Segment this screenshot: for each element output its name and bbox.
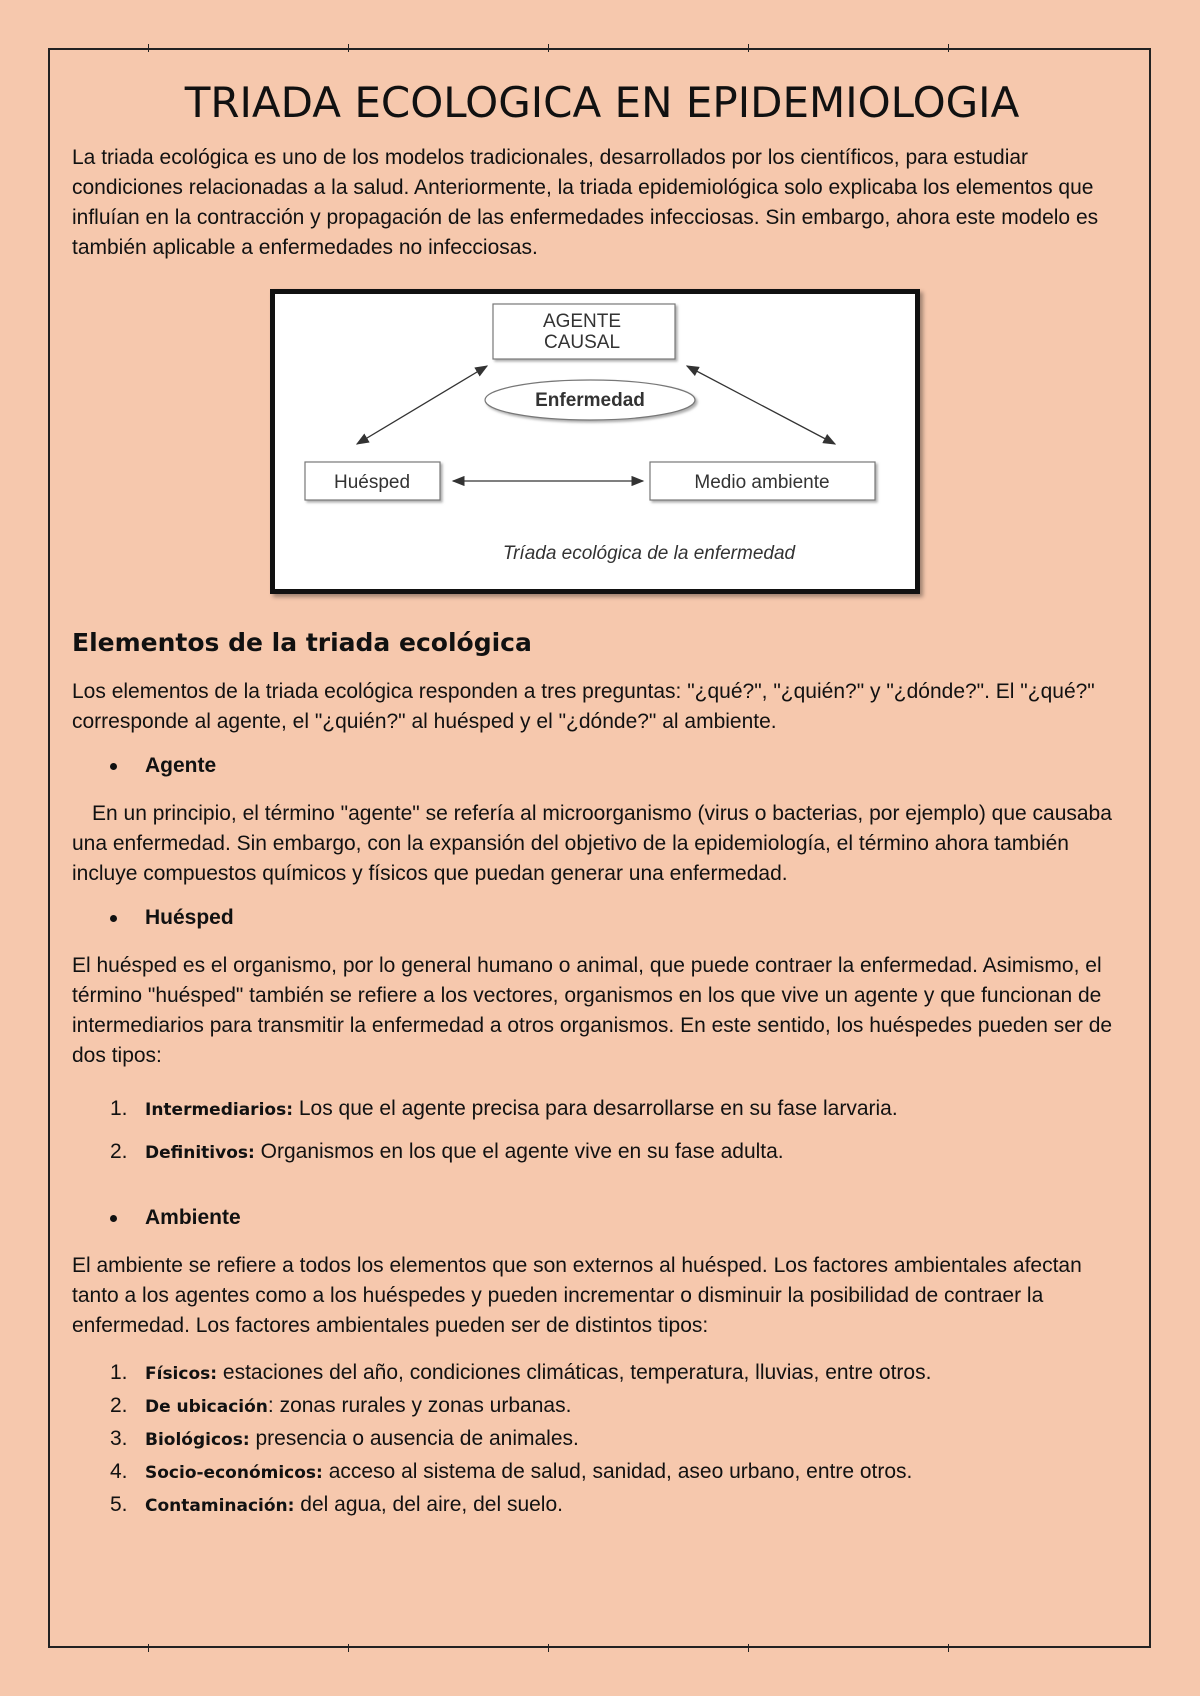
list-term: Socio-económicos: bbox=[145, 1463, 323, 1483]
border-tick bbox=[748, 44, 749, 52]
list-term: Definitivos: bbox=[145, 1143, 255, 1163]
border-tick bbox=[548, 1644, 549, 1652]
section-heading: Elementos de la triada ecológica bbox=[72, 628, 532, 657]
list-item bbox=[72, 1489, 1132, 1522]
environment-paragraph: El ambiente se refiere a todos los elementos que son externos al huésped. Los factores ambientales afectan tanto a los agentes como a los huéspedes y pueden incrementar o disminuir la posibilidad de contraer la enfermedad. Los factores ambientales pueden ser de distintos tipos: bbox=[72, 1254, 1082, 1337]
list-term: Biológicos: bbox=[145, 1430, 250, 1450]
environment-heading: Ambiente bbox=[145, 1206, 241, 1229]
triad-diagram bbox=[270, 289, 920, 594]
list-number: 4. bbox=[110, 1460, 128, 1483]
bullet-dot-icon bbox=[110, 763, 117, 770]
agent-label-line2: CAUSAL bbox=[543, 332, 621, 353]
list-desc: estaciones del año, condiciones climáticas, temperatura, lluvias, entre otros. bbox=[217, 1361, 932, 1384]
agent-bullet bbox=[72, 751, 1132, 781]
list-number: 1. bbox=[110, 1097, 128, 1120]
environment-types-list bbox=[72, 1357, 1132, 1522]
border-tick bbox=[948, 44, 949, 52]
diagram-caption: Tríada ecológica de la enfermedad bbox=[502, 543, 796, 564]
environment-label: Medio ambiente bbox=[694, 472, 830, 493]
list-item bbox=[72, 1093, 1132, 1126]
list-number: 1. bbox=[110, 1361, 128, 1384]
list-term: De ubicación bbox=[145, 1397, 268, 1417]
list-desc: Organismos en los que el agente vive en su fase adulta. bbox=[254, 1140, 784, 1163]
host-label: Huésped bbox=[333, 472, 411, 493]
document-title: TRIADA ECOLOGICA EN EPIDEMIOLOGIA bbox=[184, 78, 1020, 127]
list-desc: del agua, del aire, del suelo. bbox=[294, 1493, 563, 1516]
list-item bbox=[72, 1456, 1132, 1489]
intro-paragraph: La triada ecológica es uno de los modelos tradicionales, desarrollados por los científicos, para estudiar condiciones relacionadas a la salud. Anteriormente, la triada epidemiológica solo explicaba los elementos que influían en la contracción y propagación de las enfermedades infecciosas. Sin embargo, ahora este modelo es también aplicable a enfermedades no infecciosas. bbox=[72, 146, 1099, 259]
environment-bullet bbox=[72, 1203, 1132, 1233]
host-heading: Huésped bbox=[145, 906, 234, 929]
bullet-dot-icon bbox=[110, 915, 117, 922]
list-item bbox=[72, 1390, 1132, 1423]
list-number: 2. bbox=[110, 1394, 128, 1417]
border-tick bbox=[348, 44, 349, 52]
bullet-dot-icon bbox=[110, 1215, 117, 1222]
agent-label-line1: AGENTE bbox=[542, 311, 622, 332]
border-tick bbox=[948, 1644, 949, 1652]
elements-intro-paragraph: Los elementos de la triada ecológica responden a tres preguntas: "¿qué?", "¿quién?" y "¿dónde?". El "¿qué?" corresponde al agente, el "¿quién?" al huésped y el "¿dónde?" al ambiente. bbox=[72, 680, 1095, 733]
border-tick bbox=[548, 44, 549, 52]
document-body bbox=[72, 78, 1132, 1542]
host-bullet bbox=[72, 903, 1132, 933]
agent-heading: Agente bbox=[145, 754, 217, 777]
list-number: 2. bbox=[110, 1140, 128, 1163]
agent-paragraph: En un principio, el término "agente" se refería al microorganismo (virus o bacterias, por ejemplo) que causaba una enfermedad. Sin embargo, con la expansión del objetivo de la epidemiología, el término ahora también incluye compuestos químicos y físicos que puedan generar una enfermedad. bbox=[72, 802, 1112, 885]
list-item bbox=[72, 1357, 1132, 1390]
arrow-agent-host bbox=[357, 366, 487, 444]
list-number: 5. bbox=[110, 1493, 128, 1516]
list-term: Intermediarios: bbox=[145, 1100, 293, 1120]
border-tick bbox=[348, 1644, 349, 1652]
triad-diagram-svg bbox=[275, 294, 915, 589]
list-item bbox=[72, 1136, 1132, 1169]
list-desc: presencia o ausencia de animales. bbox=[249, 1427, 579, 1450]
arrow-agent-environment bbox=[687, 366, 835, 444]
host-paragraph: El huésped es el organismo, por lo general humano o animal, que puede contraer la enfermedad. Asimismo, el término "huésped" también se refiere a los vectores, organismos en los que vive un agente y que funcionan de intermediarios para transmitir la enfermedad a otros organismos. En este sentido, los huéspedes pueden ser de dos tipos: bbox=[72, 954, 1113, 1067]
host-types-list bbox=[72, 1093, 1132, 1169]
list-term: Contaminación: bbox=[145, 1496, 295, 1516]
list-desc: Los que el agente precisa para desarrollarse en su fase larvaria. bbox=[293, 1097, 898, 1120]
list-term: Físicos: bbox=[145, 1364, 218, 1384]
border-tick bbox=[148, 44, 149, 52]
list-number: 3. bbox=[110, 1427, 128, 1450]
list-desc: : zonas rurales y zonas urbanas. bbox=[267, 1394, 572, 1417]
border-tick bbox=[748, 1644, 749, 1652]
list-item bbox=[72, 1423, 1132, 1456]
disease-label: Enfermedad bbox=[535, 390, 645, 411]
border-tick bbox=[148, 1644, 149, 1652]
list-desc: acceso al sistema de salud, sanidad, aseo urbano, entre otros. bbox=[322, 1460, 913, 1483]
